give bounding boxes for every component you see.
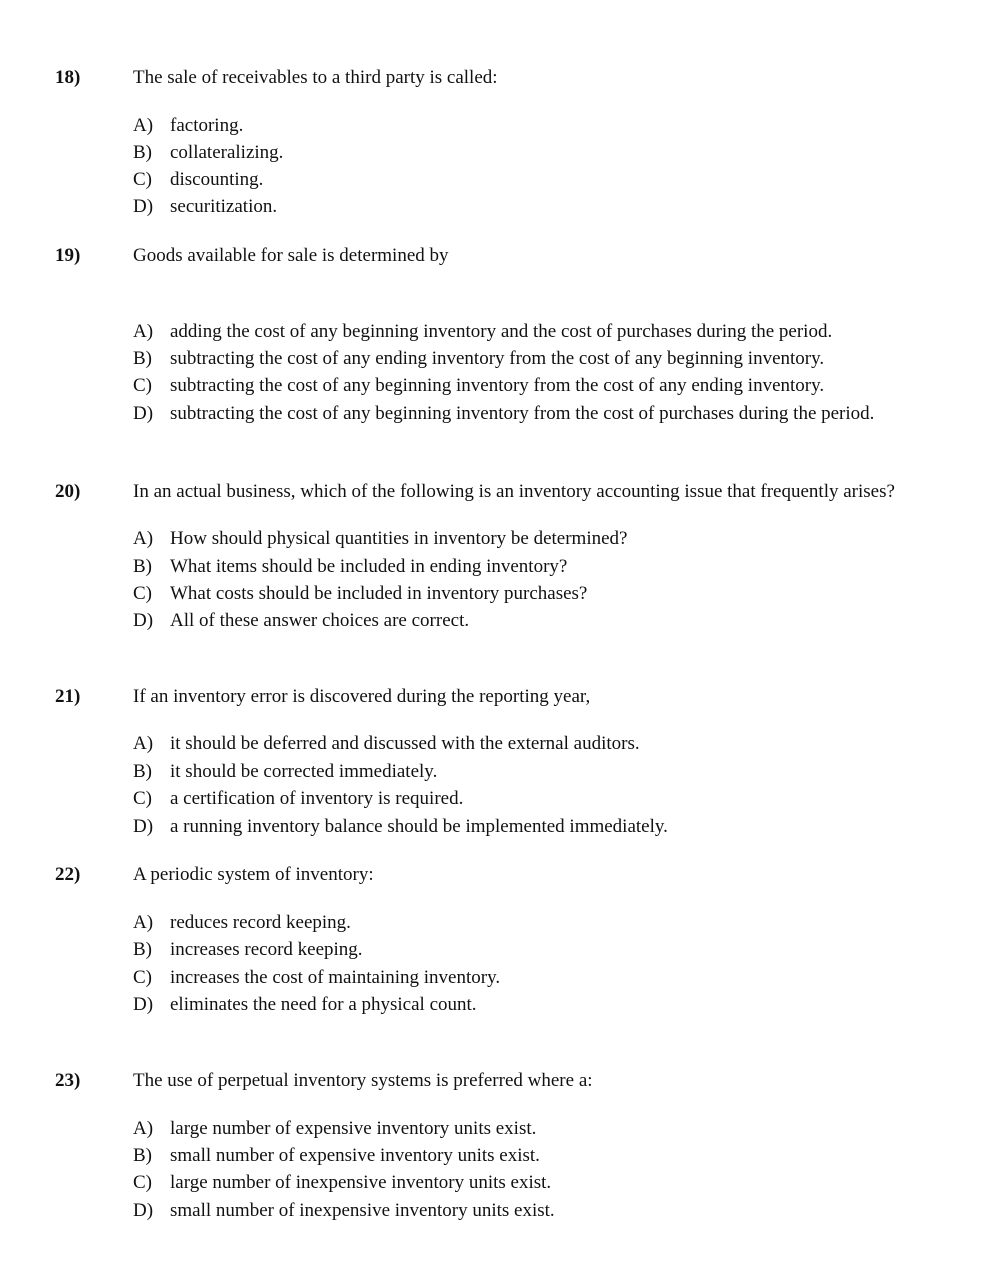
option-text: increases the cost of maintaining inventory.: [170, 967, 501, 988]
option-letter: D): [133, 994, 154, 1015]
option-letter: D): [133, 403, 154, 424]
option-text: subtracting the cost of any beginning inventory from the cost of any ending inventory.: [170, 375, 825, 396]
question-text: The sale of receivables to a third party is called:: [133, 67, 498, 88]
option-text: a running inventory balance should be implemented immediately.: [170, 816, 668, 837]
option-text: a certification of inventory is required.: [170, 788, 464, 809]
option-d: [133, 402, 874, 426]
option-letter: A): [133, 912, 154, 933]
option-text: factoring.: [170, 115, 244, 136]
option-d: [133, 815, 668, 839]
option-b: [133, 760, 437, 784]
option-a: [133, 527, 627, 551]
option-text: subtracting the cost of any beginning inventory from the cost of purchases during the period.: [170, 403, 875, 424]
option-d: [133, 195, 277, 219]
option-text: small number of inexpensive inventory units exist.: [170, 1200, 555, 1221]
option-text: securitization.: [170, 196, 278, 217]
question-number: 18): [55, 67, 81, 88]
option-d: [133, 993, 477, 1017]
option-text: How should physical quantities in inventory be determined?: [170, 528, 628, 549]
option-b: [133, 1144, 540, 1168]
option-letter: B): [133, 1145, 152, 1166]
option-letter: B): [133, 348, 152, 369]
option-b: [133, 938, 363, 962]
option-a: [133, 1117, 536, 1141]
option-text: reduces record keeping.: [170, 912, 351, 933]
option-text: eliminates the need for a physical count.: [170, 994, 477, 1015]
option-letter: C): [133, 1172, 152, 1193]
option-c: [133, 966, 500, 990]
option-c: [133, 1171, 551, 1195]
question-number: 20): [55, 481, 81, 502]
question-number: 22): [55, 864, 81, 885]
option-text: large number of inexpensive inventory units exist.: [170, 1172, 552, 1193]
option-letter: A): [133, 733, 154, 754]
option-text: large number of expensive inventory units exist.: [170, 1118, 537, 1139]
question-number: 21): [55, 686, 81, 707]
option-letter: A): [133, 321, 154, 342]
option-letter: B): [133, 761, 152, 782]
option-letter: D): [133, 1200, 154, 1221]
option-c: [133, 787, 463, 811]
option-a: [133, 114, 243, 138]
option-text: What costs should be included in inventory purchases?: [170, 583, 588, 604]
option-letter: D): [133, 196, 154, 217]
option-letter: D): [133, 610, 154, 631]
option-c: [133, 374, 824, 398]
option-a: [133, 911, 351, 935]
question-text: Goods available for sale is determined by: [133, 245, 449, 266]
option-letter: B): [133, 142, 152, 163]
option-letter: C): [133, 169, 152, 190]
option-text: discounting.: [170, 169, 264, 190]
question-text: The use of perpetual inventory systems is preferred where a:: [133, 1070, 593, 1091]
question-number: 23): [55, 1070, 81, 1091]
question-number: 19): [55, 245, 81, 266]
option-letter: A): [133, 528, 154, 549]
option-a: [133, 732, 640, 756]
option-text: it should be corrected immediately.: [170, 761, 438, 782]
option-letter: C): [133, 375, 152, 396]
question-text: A periodic system of inventory:: [133, 864, 374, 885]
option-letter: C): [133, 788, 152, 809]
option-text: All of these answer choices are correct.: [170, 610, 470, 631]
option-b: [133, 141, 283, 165]
option-letter: D): [133, 816, 154, 837]
option-text: subtracting the cost of any ending inventory from the cost of any beginning inventory.: [170, 348, 825, 369]
option-text: increases record keeping.: [170, 939, 363, 960]
option-b: [133, 347, 824, 371]
option-a: [133, 320, 832, 344]
option-letter: C): [133, 583, 152, 604]
option-text: small number of expensive inventory units exist.: [170, 1145, 540, 1166]
option-text: it should be deferred and discussed with the external auditors.: [170, 733, 640, 754]
question-text: In an actual business, which of the following is an inventory accounting issue that frequently arises?: [133, 481, 895, 502]
option-d: [133, 1199, 555, 1223]
option-c: [133, 168, 263, 192]
option-text: adding the cost of any beginning inventory and the cost of purchases during the period.: [170, 321, 833, 342]
option-d: [133, 609, 469, 633]
option-text: collateralizing.: [170, 142, 284, 163]
option-letter: C): [133, 967, 152, 988]
question-text: If an inventory error is discovered during the reporting year,: [133, 686, 591, 707]
option-letter: B): [133, 939, 152, 960]
option-letter: A): [133, 1118, 154, 1139]
option-text: What items should be included in ending inventory?: [170, 556, 568, 577]
option-letter: A): [133, 115, 154, 136]
option-c: [133, 582, 587, 606]
option-b: [133, 555, 567, 579]
option-letter: B): [133, 556, 152, 577]
